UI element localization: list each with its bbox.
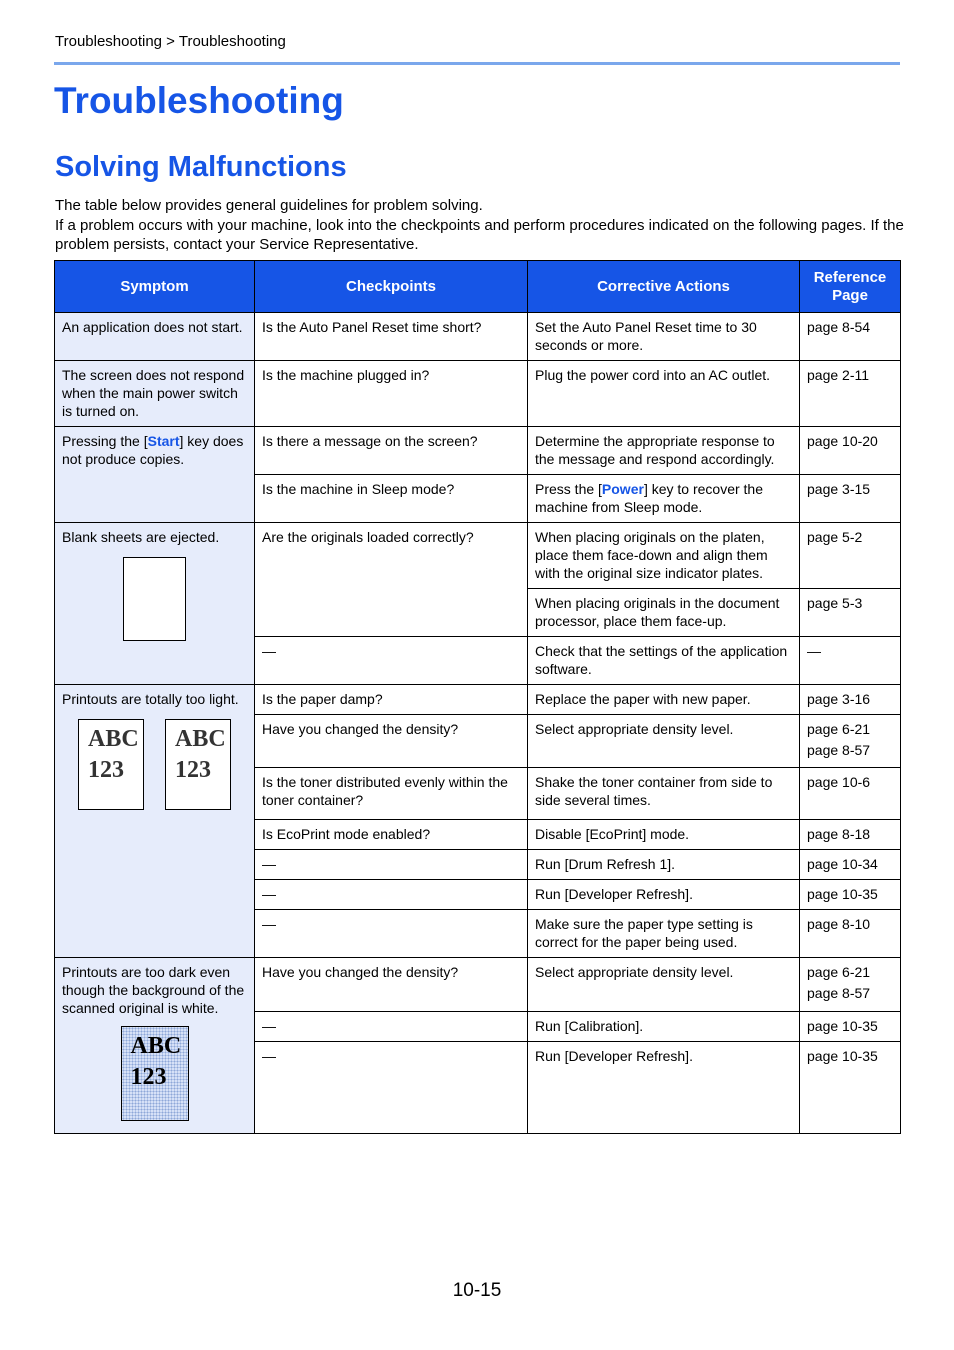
reference-cell: page 2-11: [800, 361, 901, 427]
symptom-cell: [55, 523, 255, 685]
troubleshooting-table: [54, 260, 901, 1134]
dark-print-sheet: ABC 123: [121, 1026, 189, 1121]
blank-sheet-illustration: [123, 557, 186, 641]
page-title: Troubleshooting: [54, 80, 344, 121]
reference-cell: page 5-2: [800, 523, 901, 589]
symptom-text-post: ] key does not produce copies.: [62, 433, 244, 467]
symptom-cell: [55, 958, 255, 1134]
action-cell: Disable [EcoPrint] mode.: [528, 820, 800, 850]
table-row: [55, 685, 901, 715]
checkpoint-cell: —: [255, 910, 528, 958]
reference-cell: page 8-10: [800, 910, 901, 958]
table-row: [55, 427, 901, 475]
checkpoint-cell: —: [255, 637, 528, 685]
symptom-text: Printouts are totally too light.: [62, 691, 239, 707]
header-rule: [54, 62, 900, 65]
header-checkpoints: Checkpoints: [255, 261, 528, 313]
checkpoint-cell: Is the machine plugged in?: [255, 361, 528, 427]
action-cell: Run [Calibration].: [528, 1011, 800, 1042]
light-print-sheet: ABC 123: [165, 719, 231, 810]
reference-line: page 8-57: [807, 985, 871, 1001]
reference-cell: page 10-34: [800, 850, 901, 880]
reference-cell: page 3-15: [800, 475, 901, 523]
reference-cell: page 10-6: [800, 768, 901, 820]
reference-line: page 8-57: [807, 742, 871, 758]
action-text-post: ] key to recover the machine from Sleep mode.: [535, 481, 763, 515]
checkpoint-cell: Are the originals loaded correctly?: [255, 523, 528, 637]
action-cell: Shake the toner container from side to side several times.: [528, 768, 800, 820]
reference-cell: page 10-35: [800, 1011, 901, 1042]
checkpoint-cell: —: [255, 1042, 528, 1134]
table-row: [55, 523, 901, 589]
action-cell: Replace the paper with new paper.: [528, 685, 800, 715]
table-header-row: [55, 261, 901, 313]
symptom-cell: [55, 685, 255, 958]
action-cell: Select appropriate density level.: [528, 958, 800, 1012]
checkpoint-cell: Is the toner distributed evenly within the toner container?: [255, 768, 528, 820]
action-cell: Make sure the paper type setting is correct for the paper being used.: [528, 910, 800, 958]
symptom-text: Blank sheets are ejected.: [62, 529, 220, 545]
reference-cell: —: [800, 637, 901, 685]
action-cell: [528, 475, 800, 523]
action-cell: Determine the appropriate response to the message and respond accordingly.: [528, 427, 800, 475]
checkpoint-cell: —: [255, 850, 528, 880]
action-cell: Select appropriate density level.: [528, 715, 800, 768]
reference-cell: page 10-35: [800, 1042, 901, 1134]
light-print-sheet: ABC 123: [78, 719, 144, 810]
action-cell: Check that the settings of the application software.: [528, 637, 800, 685]
action-cell: Set the Auto Panel Reset time to 30 seconds or more.: [528, 313, 800, 361]
symptom-cell: An application does not start.: [55, 313, 255, 361]
reference-cell: [800, 958, 901, 1012]
symptom-cell: The screen does not respond when the main power switch is turned on.: [55, 361, 255, 427]
reference-cell: page 8-18: [800, 820, 901, 850]
reference-cell: page 3-16: [800, 685, 901, 715]
intro-text: [55, 196, 905, 255]
reference-cell: page 10-35: [800, 880, 901, 910]
reference-cell: [800, 715, 901, 768]
reference-line: page 6-21: [807, 721, 871, 737]
checkpoint-cell: Is EcoPrint mode enabled?: [255, 820, 528, 850]
header-corrective-actions: Corrective Actions: [528, 261, 800, 313]
breadcrumb: Troubleshooting > Troubleshooting: [55, 33, 286, 50]
checkpoint-cell: Have you changed the density?: [255, 958, 528, 1012]
checkpoint-cell: Is the machine in Sleep mode?: [255, 475, 528, 523]
checkpoint-cell: Is the paper damp?: [255, 685, 528, 715]
symptom-text: Printouts are too dark even though the background of the scanned original is white.: [62, 964, 245, 1016]
table-row: [55, 361, 901, 427]
action-cell: Run [Developer Refresh].: [528, 880, 800, 910]
page-number: 10-15: [452, 1280, 502, 1301]
action-cell: Run [Drum Refresh 1].: [528, 850, 800, 880]
symptom-cell: [55, 427, 255, 523]
power-key-label: Power: [601, 481, 644, 497]
light-print-illustration: [62, 719, 247, 810]
action-cell: When placing originals on the platen, place them face-down and align them with the original size indicator plates.: [528, 523, 800, 589]
reference-cell: page 5-3: [800, 589, 901, 637]
section-title: Solving Malfunctions: [55, 151, 347, 183]
action-cell: Run [Developer Refresh].: [528, 1042, 800, 1134]
intro-line-2: If a problem occurs with your machine, look into the checkpoints and perform procedures indicated on the following pages. If the problem persists, contact your Service Representative.: [55, 216, 904, 253]
table-row: [55, 313, 901, 361]
reference-line: page 6-21: [807, 964, 871, 980]
action-text-pre: Press the [: [535, 481, 602, 497]
checkpoint-cell: Have you changed the density?: [255, 715, 528, 768]
table-row: [55, 958, 901, 1012]
action-cell: Plug the power cord into an AC outlet.: [528, 361, 800, 427]
checkpoint-cell: —: [255, 880, 528, 910]
header-symptom: Symptom: [55, 261, 255, 313]
symptom-text-pre: Pressing the [: [62, 433, 148, 449]
checkpoint-cell: Is the Auto Panel Reset time short?: [255, 313, 528, 361]
header-reference-page: Reference Page: [800, 261, 901, 313]
reference-cell: page 10-20: [800, 427, 901, 475]
checkpoint-cell: Is there a message on the screen?: [255, 427, 528, 475]
checkpoint-cell: —: [255, 1011, 528, 1042]
start-key-label: Start: [147, 433, 180, 449]
action-cell: When placing originals in the document processor, place them face-up.: [528, 589, 800, 637]
reference-cell: page 8-54: [800, 313, 901, 361]
intro-line-1: The table below provides general guidelines for problem solving.: [55, 197, 483, 214]
